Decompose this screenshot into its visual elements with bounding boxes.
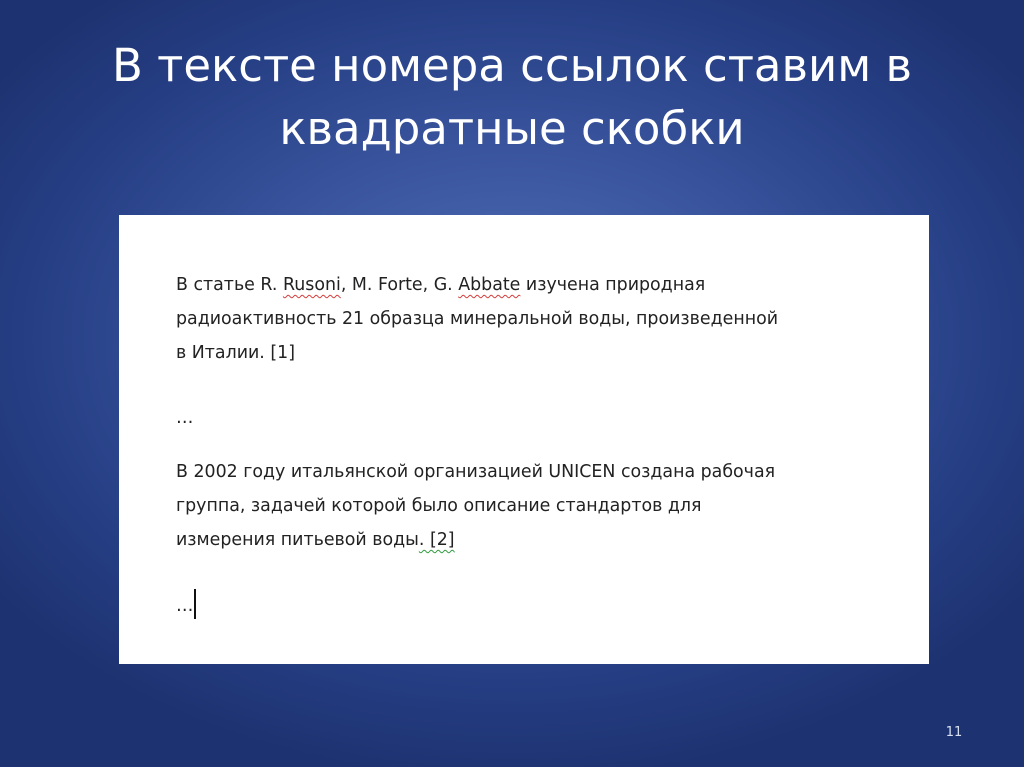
author-abbate: Abbate [458,275,521,295]
ellipsis-2-line [176,589,916,623]
text-cursor [194,589,196,619]
paragraph1-text-authors: , M. Forte, G. [340,275,459,295]
paragraph1-line3: в Италии. [1] [176,343,295,363]
paragraph-unicen-citation [176,455,916,557]
title-line-1: В тексте номера ссылок ставим в [111,39,913,92]
paragraph1-line1 [176,268,916,302]
paragraph1-text-start: В статье R. [176,275,283,295]
citation-ref-2: . [2] [418,530,455,550]
paragraph-rusoni-citation [176,268,916,370]
author-rusoni: Rusoni [282,275,341,295]
paragraph2-line3-text: измерения питьевой воды [176,530,419,550]
ellipsis-2: … [176,596,194,616]
paragraph1-text-end: изучена природная [520,275,706,295]
paragraph1-line2: радиоактивность 21 образца минеральной воды, произведенной [176,309,779,329]
paragraph2-line1: В 2002 году итальянской организацией UNICEN создана рабочая [176,462,776,482]
paragraph2-line3 [176,523,916,557]
ellipsis-1: … [176,408,194,428]
document-excerpt [119,215,929,664]
paragraph2-line2: группа, задачей которой было описание стандартов для [176,496,702,516]
title-line-2: квадратные скобки [279,102,745,155]
slide-number: 11 [945,725,963,740]
slide-title [0,34,1024,160]
